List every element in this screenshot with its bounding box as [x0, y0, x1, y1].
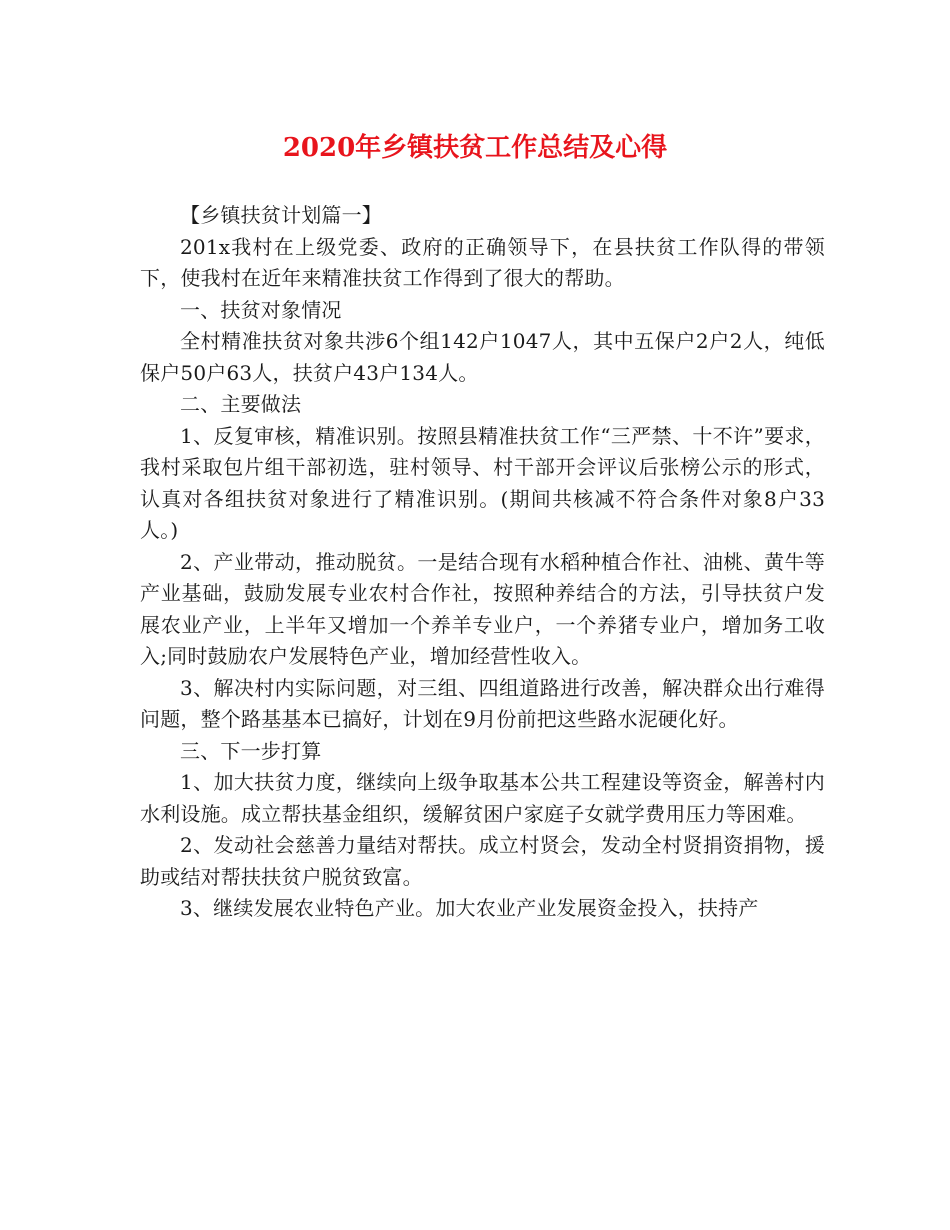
paragraph-practice-1: 1、反复审核，精准识别。按照县精准扶贫工作“三严禁、十不许”要求，我村采取包片组干部初选，驻村领导、村干部开会评议后张榜公示的形式，认真对各组扶贫对象进行了精准识别。(期间共核减不符合条件对象8户33人。) [140, 423, 825, 542]
paragraph-next-step-2: 2、发动社会慈善力量结对帮扶。成立村贤会，发动全村贤捐资捐物，援助或结对帮扶扶贫户脱贫致富。 [140, 833, 825, 889]
paragraph-next-step-3: 3、继续发展农业特色产业。加大农业产业发展资金投入，扶持产 [180, 896, 759, 920]
paragraph-practice-3: 3、解决村内实际问题，对三组、四组道路进行改善，解决群众出行难得问题，整个路基基本已搞好，计划在9月份前把这些路水泥硬化好。 [140, 675, 825, 731]
heading-main-practices: 二、主要做法 [180, 392, 302, 416]
document-title: 2020年乡镇扶贫工作总结及心得 [282, 133, 668, 163]
paragraph-poverty-targets: 全村精准扶贫对象共涉6个组142户1047人，其中五保户2户2人，纯低保户50户63人，扶贫户43户134人。 [140, 329, 825, 385]
paragraph-intro: 201x我村在上级党委、政府的正确领导下，在县扶贫工作队得的带领下，使我村在近年来精准扶贫工作得到了很大的帮助。 [140, 234, 825, 290]
heading-poverty-targets: 一、扶贫对象情况 [180, 297, 342, 322]
section-label: 【乡镇扶贫计划篇一】 [180, 203, 382, 227]
paragraph-next-step-1: 1、加大扶贫力度，继续向上级争取基本公共工程建设等资金，解善村内水利设施。成立帮扶基金组织，缓解贫困户家庭子女就学费用压力等困难。 [140, 770, 825, 826]
heading-next-steps: 三、下一步打算 [180, 738, 322, 763]
document-body [140, 200, 825, 925]
paragraph-practice-2: 2、产业带动，推动脱贫。一是结合现有水稻种植合作社、油桃、黄牛等产业基础，鼓励发展专业农村合作社，按照种养结合的方法，引导扶贫户发展农业产业，上半年又增加一个养羊专业户，一个养猪专业户，增加务工收入;同时鼓励农户发展特色产业，增加经营性收入。 [140, 549, 825, 668]
